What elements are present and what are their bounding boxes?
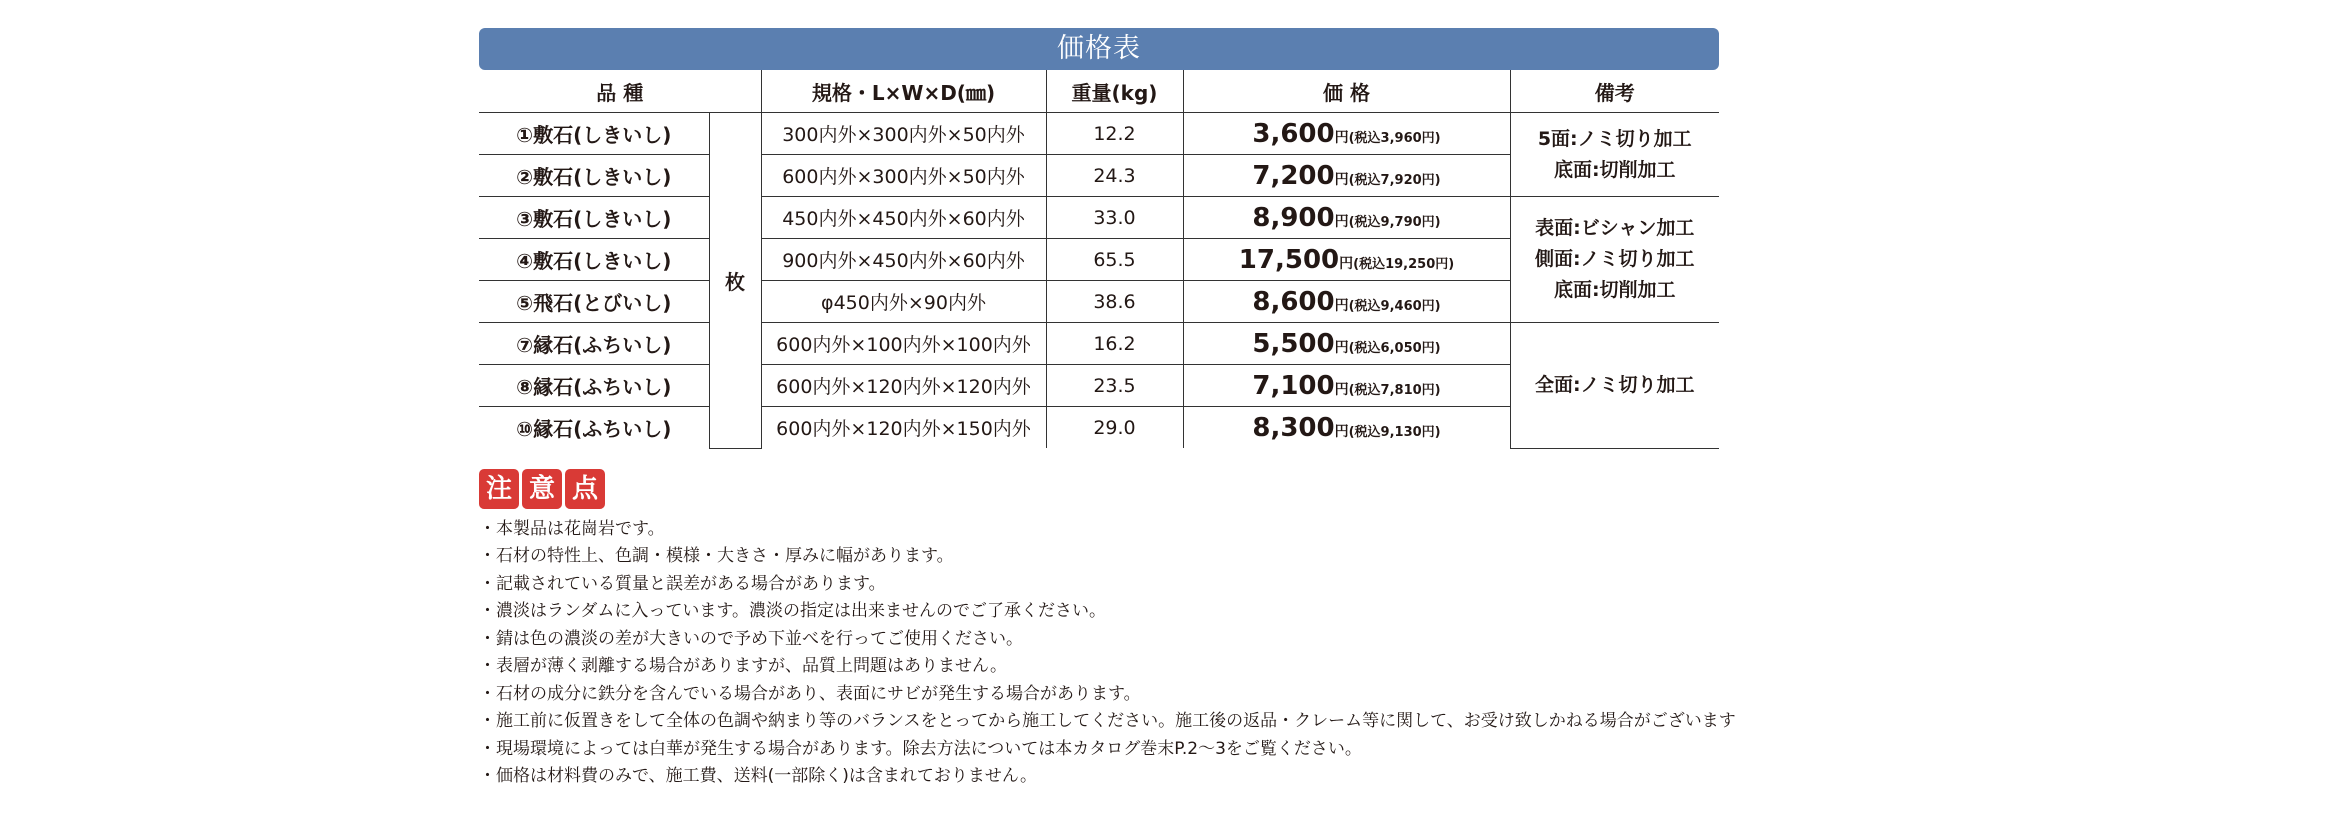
price-tax: (税込6,050円) (1348, 340, 1441, 356)
notes-heading (479, 469, 1719, 509)
item-price (1183, 197, 1510, 239)
item-name: ③敷石(しきいし) (479, 197, 709, 239)
item-spec: 600内外×100内外×100内外 (761, 323, 1046, 365)
remark-line: 全面:ノミ切り加工 (1534, 373, 1695, 396)
note-item: ・錆は色の濃淡の差が大きいので予め下並べを行ってご使用ください。 (479, 628, 1023, 649)
item-weight: 16.2 (1046, 323, 1183, 365)
item-name: ②敷石(しきいし) (479, 155, 709, 197)
item-spec: φ450内外×90内外 (761, 281, 1046, 323)
remark-line: 5面:ノミ切り加工 (1537, 127, 1692, 150)
item-price (1183, 365, 1510, 407)
item-weight: 65.5 (1046, 239, 1183, 281)
remark-line: 表面:ビシャン加工 (1535, 217, 1695, 239)
price-tax: (税込9,460円) (1348, 298, 1441, 314)
table-row (479, 113, 1719, 155)
remark-line: 底面:切削加工 (1553, 279, 1676, 301)
note-item: ・表層が薄く剥離する場合がありますが、品質上問題はありません。 (479, 656, 1008, 676)
price-yen: 円 (1334, 129, 1349, 146)
price-table-title: 価格表 (479, 28, 1719, 70)
item-weight: 29.0 (1046, 407, 1183, 449)
price-yen: 円 (1334, 423, 1349, 440)
remark-line: 側面:ノミ切り加工 (1534, 248, 1695, 270)
item-weight: 33.0 (1046, 197, 1183, 239)
price-list (479, 28, 1736, 791)
header-remark: 備考 (1510, 70, 1719, 113)
item-weight: 38.6 (1046, 281, 1183, 323)
remark-cell (1510, 113, 1719, 197)
note-item: ・価格は材料費のみで、施工費、送料(一部除く)は含まれておりません。 (479, 766, 1037, 786)
notes-badge: 意 (522, 469, 562, 509)
item-name: ⑧縁石(ふちいし) (479, 365, 709, 407)
item-name: ⑦縁石(ふちいし) (479, 323, 709, 365)
price-value: 8,900 (1252, 202, 1335, 233)
price-yen: 円 (1334, 339, 1349, 356)
remark-line: 底面:切削加工 (1553, 158, 1676, 181)
price-yen: 円 (1334, 213, 1349, 230)
note-item: ・記載されている質量と誤差がある場合があります。 (479, 573, 886, 594)
header-price: 価 格 (1183, 70, 1510, 113)
remark-cell (1510, 323, 1719, 449)
item-spec: 300内外×300内外×50内外 (761, 113, 1046, 155)
notes-list (479, 516, 1736, 791)
price-yen: 円 (1334, 171, 1349, 188)
note-item: ・石材の特性上、色調・模様・大きさ・厚みに幅があります。 (479, 546, 954, 566)
item-name: ①敷石(しきいし) (479, 113, 709, 155)
price-tax: (税込19,250円) (1353, 256, 1455, 272)
price-yen: 円 (1339, 255, 1354, 272)
price-yen: 円 (1334, 297, 1349, 314)
price-value: 7,200 (1252, 160, 1335, 191)
item-price (1183, 281, 1510, 323)
table-row (479, 197, 1719, 239)
price-value: 5,500 (1252, 328, 1335, 359)
item-spec: 600内外×120内外×150内外 (761, 407, 1046, 449)
price-tax: (税込7,920円) (1348, 172, 1441, 188)
price-yen: 円 (1334, 381, 1349, 398)
item-name: ④敷石(しきいし) (479, 239, 709, 281)
note-item: ・石材の成分に鉄分を含んでいる場合があり、表面にサビが発生する場合があります。 (479, 683, 1141, 704)
table-row (479, 323, 1719, 365)
price-value: 8,300 (1252, 412, 1335, 443)
price-tax: (税込3,960円) (1348, 130, 1441, 146)
price-table (479, 70, 1719, 449)
item-price (1183, 113, 1510, 155)
price-tax: (税込9,130円) (1348, 424, 1441, 440)
note-item: ・濃淡はランダムに入っています。濃淡の指定は出来ませんのでご了承ください。 (479, 601, 1106, 621)
note-item: ・本製品は花崗岩です。 (479, 518, 665, 539)
item-name: ⑩縁石(ふちいし) (479, 407, 709, 449)
item-price (1183, 155, 1510, 197)
item-price (1183, 239, 1510, 281)
notes-badge: 注 (479, 469, 519, 509)
item-spec: 450内外×450内外×60内外 (761, 197, 1046, 239)
note-item: ・現場環境によっては白華が発生する場合があります。除去方法については本カタログ巻末P.2〜3をご覧ください。 (479, 738, 1362, 759)
header-spec: 規格・L×W×D(㎜) (761, 70, 1046, 113)
item-weight: 12.2 (1046, 113, 1183, 155)
price-value: 17,500 (1238, 244, 1340, 275)
item-price (1183, 323, 1510, 365)
item-name: ⑤飛石(とびいし) (479, 281, 709, 323)
table-header-row (479, 70, 1719, 113)
remark-cell (1510, 197, 1719, 323)
price-tax: (税込7,810円) (1348, 382, 1441, 398)
price-value: 3,600 (1252, 118, 1335, 149)
note-item: ・施工前に仮置きをして全体の色調や納まり等のバランスをとってから施工してください。施工後の返品・クレーム等に関して、お受け致しかねる場合がございます (479, 711, 1736, 731)
item-price (1183, 407, 1510, 449)
price-value: 7,100 (1252, 370, 1335, 401)
notes-badge: 点 (565, 469, 605, 509)
price-value: 8,600 (1252, 286, 1335, 317)
item-spec: 900内外×450内外×60内外 (761, 239, 1046, 281)
item-weight: 23.5 (1046, 365, 1183, 407)
item-spec: 600内外×300内外×50内外 (761, 155, 1046, 197)
header-item: 品 種 (479, 70, 761, 113)
item-weight: 24.3 (1046, 155, 1183, 197)
item-spec: 600内外×120内外×120内外 (761, 365, 1046, 407)
price-tax: (税込9,790円) (1348, 214, 1441, 230)
header-weight: 重量(kg) (1046, 70, 1183, 113)
unit-cell: 枚 (709, 113, 761, 449)
